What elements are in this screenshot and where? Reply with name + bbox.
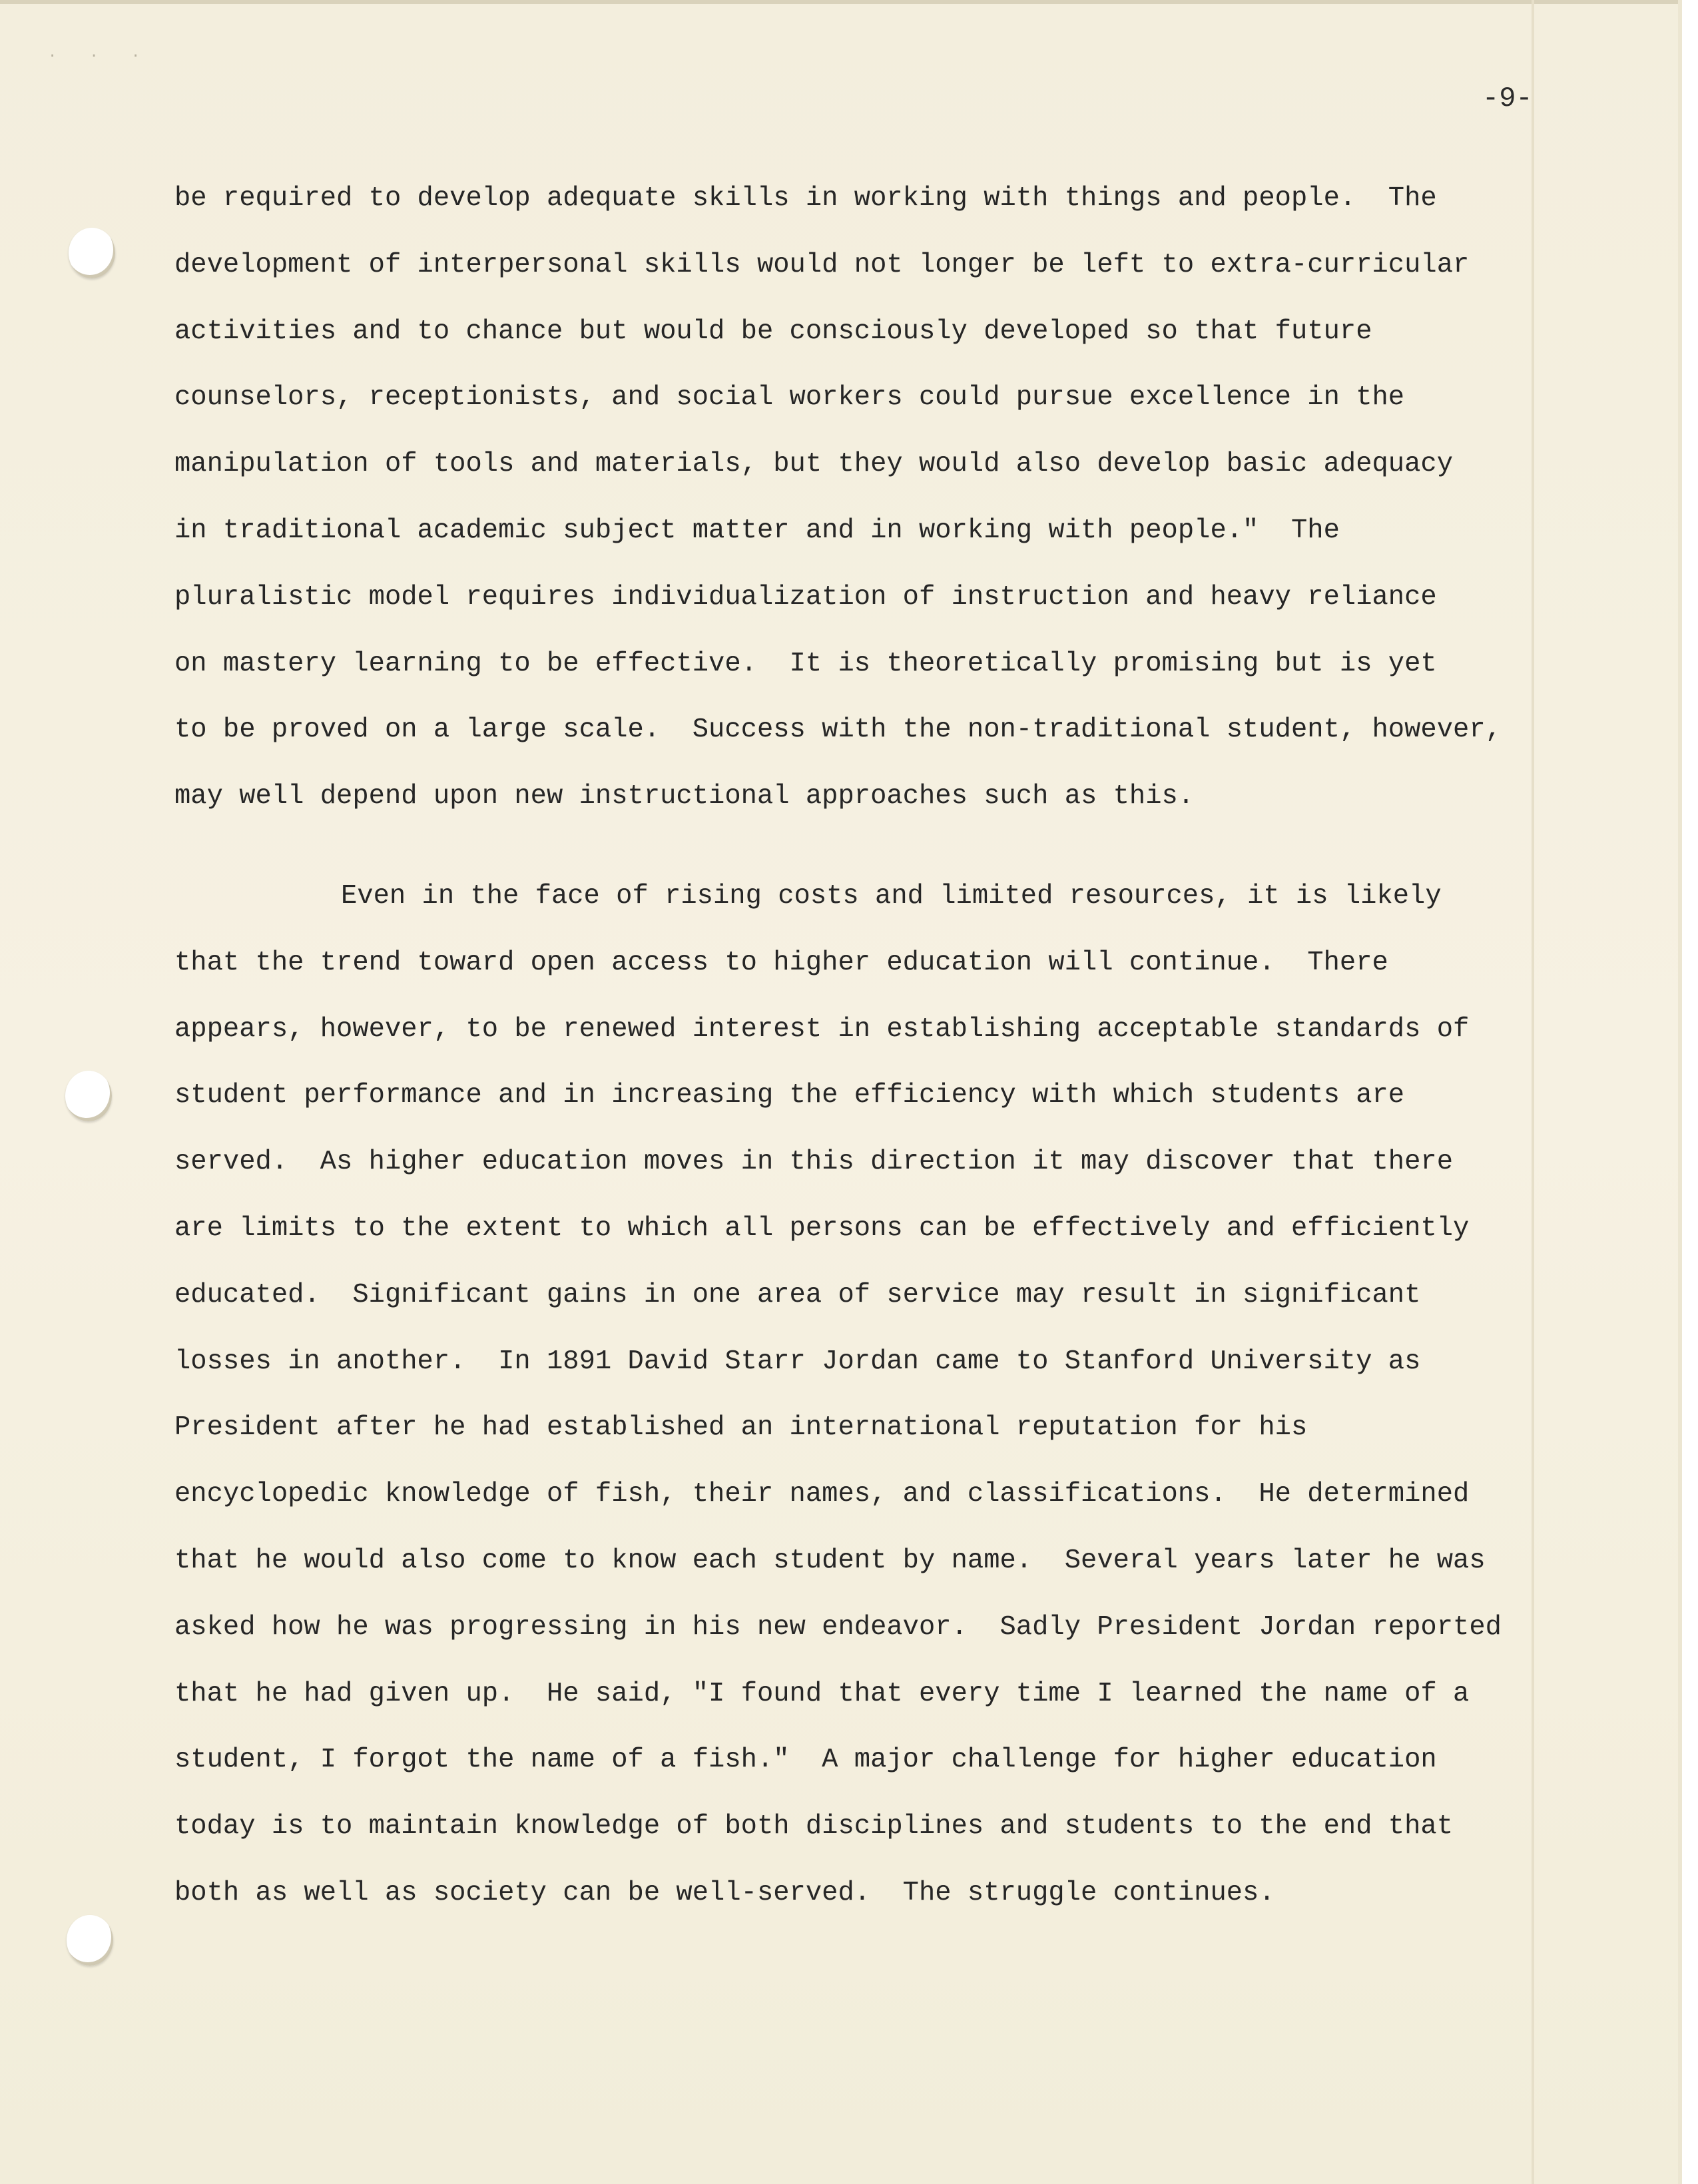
- text-line: activities and to chance but would be consciously developed so that future: [174, 316, 1372, 347]
- text-line: are limits to the extent to which all persons can be effectively and efficiently: [174, 1213, 1470, 1244]
- text-line: President after he had established an international reputation for his: [174, 1412, 1308, 1444]
- text-line: to be proved on a large scale. Success with the non-traditional student, however,: [174, 714, 1502, 746]
- text-line: encyclopedic knowledge of fish, their names, and classifications. He determined: [174, 1479, 1470, 1510]
- text-line: development of interpersonal skills would not longer be left to extra-curricular: [174, 249, 1470, 280]
- punch-hole-middle: [65, 1071, 112, 1121]
- text-line: Even in the face of rising costs and limited resources, it is likely: [341, 881, 1442, 912]
- text-line: pluralistic model requires individualization of instruction and heavy reliance: [174, 581, 1437, 613]
- text-line: be required to develop adequate skills in working with things and people. The: [174, 183, 1437, 214]
- text-line: served. As higher education moves in this direction it may discover that there: [174, 1147, 1454, 1178]
- paragraph-2: [174, 876, 1553, 1940]
- text-line: both as well as society can be well-served. The struggle continues.: [174, 1877, 1275, 1908]
- paragraph-1: [174, 178, 1553, 843]
- text-line: that he had given up. He said, "I found that every time I learned the name of a: [174, 1678, 1470, 1709]
- text-line: educated. Significant gains in one area of service may result in significant: [174, 1279, 1421, 1310]
- text-line: that he would also come to know each student by name. Several years later he was: [174, 1545, 1486, 1576]
- text-line: losses in another. In 1891 David Starr Jordan came to Stanford University as: [174, 1346, 1421, 1377]
- page-number: -9-: [1482, 83, 1533, 115]
- text-line: on mastery learning to be effective. It is theoretically promising but is yet: [174, 648, 1437, 679]
- text-line: that the trend toward open access to higher education will continue. There: [174, 947, 1388, 978]
- punch-hole-bottom: [67, 1915, 113, 1966]
- punch-hole-top: [69, 228, 115, 278]
- text-line: manipulation of tools and materials, but they would also develop basic adequacy: [174, 449, 1454, 480]
- text-line: student performance and in increasing the efficiency with which students are: [174, 1080, 1405, 1111]
- text-line: may well depend upon new instructional approaches such as this.: [174, 781, 1195, 812]
- corner-mark: · · ·: [48, 48, 152, 65]
- text-line: in traditional academic subject matter and in working with people." The: [174, 515, 1340, 546]
- text-line: today is to maintain knowledge of both disciplines and students to the end that: [174, 1811, 1454, 1842]
- text-line: asked how he was progressing in his new endeavor. Sadly President Jordan reported: [174, 1611, 1502, 1643]
- text-line: counselors, receptionists, and social workers could pursue excellence in the: [174, 382, 1405, 413]
- text-line: appears, however, to be renewed interest in establishing acceptable standards of: [174, 1013, 1470, 1045]
- text-line: student, I forgot the name of a fish." A major challenge for higher education: [174, 1745, 1437, 1776]
- sheet-top-edge: [0, 0, 1678, 4]
